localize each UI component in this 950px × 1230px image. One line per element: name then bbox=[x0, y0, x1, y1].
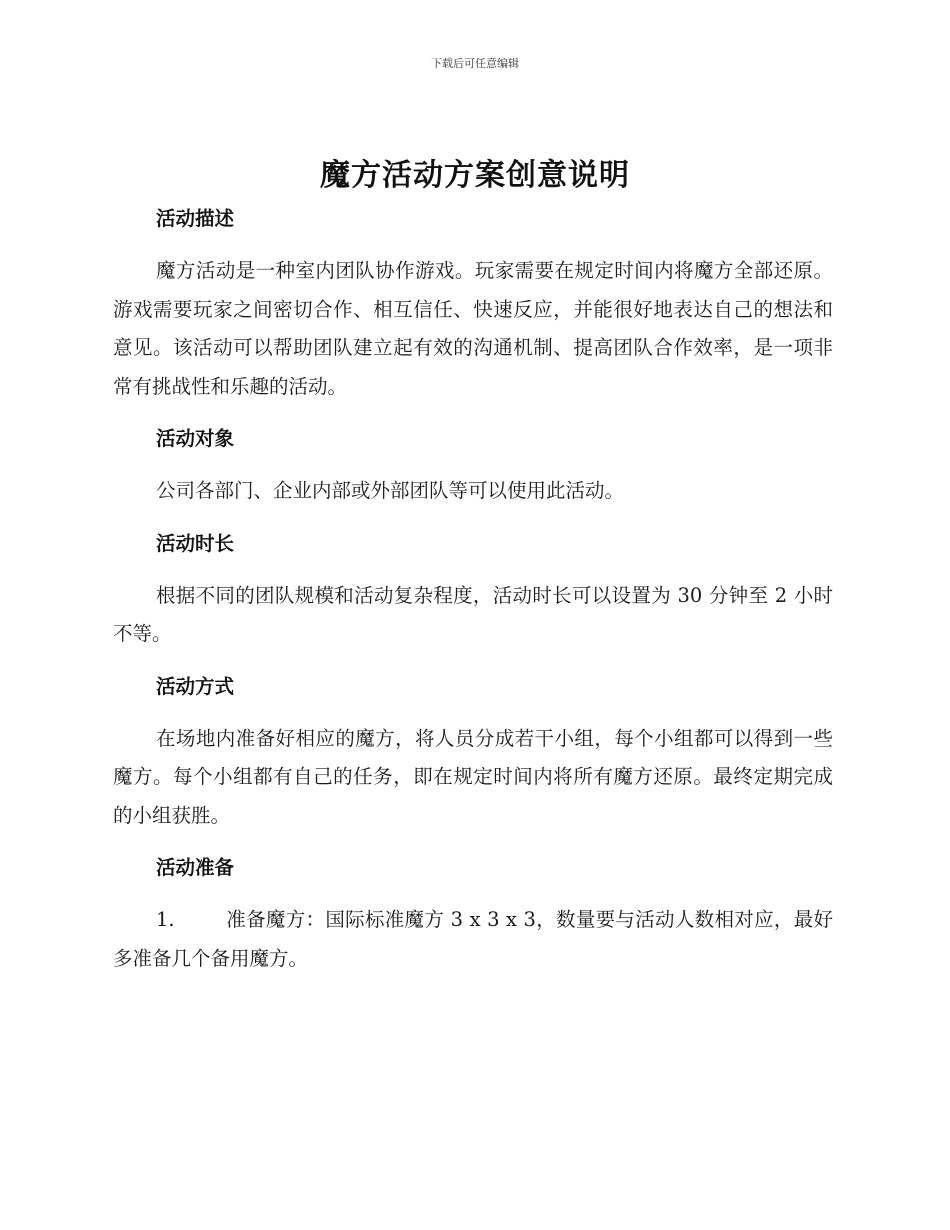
section-heading-audience: 活动对象 bbox=[156, 427, 235, 450]
document-title: 魔方活动方案创意说明 bbox=[320, 158, 630, 193]
section-heading-duration: 活动时长 bbox=[156, 531, 235, 555]
list-item-text: 准备魔方：国际标准魔方 3 x 3 x 3，数量要与活动人数相对应，最好多准备几个备用魔方。 bbox=[113, 908, 833, 970]
section-heading-preparation: 活动准备 bbox=[156, 856, 235, 879]
section-heading-method: 活动方式 bbox=[156, 674, 235, 698]
list-item-number: 1. bbox=[156, 908, 175, 931]
list-item bbox=[113, 901, 833, 978]
document-body bbox=[113, 200, 833, 978]
page-header: 下载后可任意编辑 bbox=[431, 57, 519, 70]
section-text-description: 魔方活动是一种室内团队协作游戏。玩家需要在规定时间内将魔方全部还原。游戏需要玩家之间密切合作、相互信任、快速反应，并能很好地表达自己的想法和意见。该活动可以帮助团队建立起有效的沟通机制、提高团队合作效率，是一项非常有挑战性和乐趣的活动。 bbox=[113, 259, 833, 398]
section-heading-description: 活动描述 bbox=[156, 207, 235, 230]
section-text-audience: 公司各部门、企业内部或外部团队等可以使用此活动。 bbox=[156, 479, 625, 502]
section-text-duration: 根据不同的团队规模和活动复杂程度，活动时长可以设置为 30 分钟至 2 小时不等。 bbox=[113, 583, 833, 645]
section-text-method: 在场地内准备好相应的魔方，将人员分成若干小组，每个小组都可以得到一些魔方。每个小组都有自己的任务，即在规定时间内将所有魔方还原。最终定期完成的小组获胜。 bbox=[113, 726, 833, 827]
